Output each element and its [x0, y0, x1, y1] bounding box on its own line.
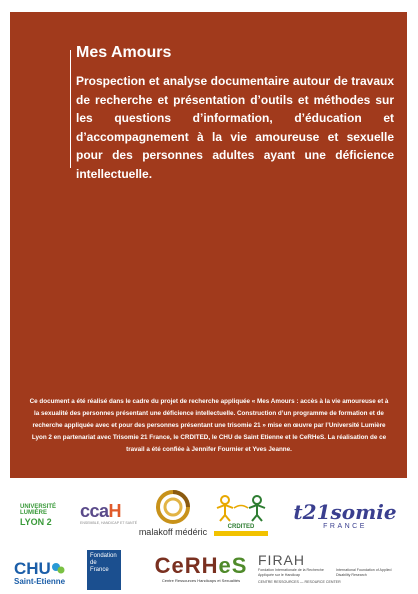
chu-sub: Saint-Etienne [14, 577, 66, 586]
cca-mark: cca [80, 501, 109, 522]
trisomie-logo [290, 496, 400, 536]
cerhes-mark: CeRH [154, 553, 219, 578]
trisomie-mark: t21somie [293, 500, 397, 524]
lyon2-line1: UNIVERSITÉ [20, 503, 57, 510]
firah-resource: CENTRE RESSOURCES — RESOURCE CENTER [258, 580, 341, 585]
trisomie-sub: FRANCE [323, 523, 367, 530]
document-title: Mes Amours [76, 44, 172, 61]
malakoff-emblem-icon [154, 490, 192, 524]
crdited-name: CRDITED [227, 524, 255, 530]
fondation-line2: de [90, 560, 97, 566]
cca-mark-accent: H [108, 501, 122, 522]
lyon2-logo [20, 492, 66, 538]
firah-logo [258, 546, 406, 592]
cerhes-logo [145, 548, 257, 590]
fondation-line3: France [90, 567, 109, 573]
malakoff-name: malakoff médéric [138, 526, 208, 537]
fondation-de-france-logo [87, 550, 121, 590]
lyon2-line2: LUMIÈRE [20, 509, 47, 516]
document-lead: Prospection et analyse documentaire autour de travaux de recherche et présentation d’outils et méthodes sur les questions d’information, d’éducation et d’accompagnement à la vie amoureuse et sexuelle pour des personnes adultes ayant une déficience intellectuelle. [76, 74, 394, 181]
partner-logos [0, 480, 418, 594]
crdited-bar [214, 531, 268, 536]
chu-heart-icon [51, 562, 65, 576]
malakoff-logo [135, 486, 211, 540]
chu-mark: CHU [14, 559, 51, 578]
cca-sub: ENSEMBLE, HANDICAP ET SANTÉ [80, 521, 138, 526]
firah-right: International Foundation of Applied Disability Research [336, 568, 392, 577]
cerhes-mark-accent: eS [218, 553, 248, 578]
crdited-logo [210, 490, 272, 540]
cerhes-sub: Centre Ressources Handicaps et Sexualités [161, 578, 241, 583]
crdited-figures-icon [214, 494, 268, 522]
firah-mark: FIRAH [258, 552, 305, 569]
fondation-line1: Fondation [90, 553, 117, 559]
title-rule [70, 50, 71, 168]
document-note: Ce document a été réalisé dans le cadre du projet de recherche appliquée « Mes Amours : accès à la vie amoureuse et à la sexualité des personnes présentant une déficience intellectuelle. Construction d’un programme de formation et de recherche appliquée avec et pour des personnes présentant une trisomie 21 » mise en œuvre par l’Université Lumière Lyon 2 en partenariat avec Trisomie 21 France, le CRDITED, le CHU de Saint Etienne et le CeRHeS. La réalisation de ce travail a été confiée à Jennifer Fournier et Yves Jeanne. [29, 398, 389, 453]
firah-left: Fondation Internationale de la Recherche Appliquée sur le Handicap [258, 568, 324, 577]
lyon2-line3: LYON 2 [20, 516, 52, 527]
chu-logo [14, 556, 82, 590]
